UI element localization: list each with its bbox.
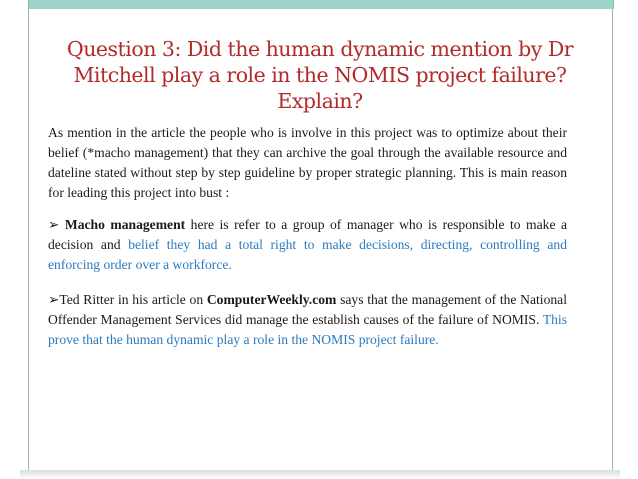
bullet-text: here is refer to a group of manager who is responsible to make a decision and [48, 217, 568, 252]
bullet-highlight: belief they had a total right to make decisions, directing, controlling and enforcing order over a workforce. [48, 237, 567, 272]
bullet-text-before: Ted Ritter in his article on [59, 292, 207, 307]
frame-right-border [612, 9, 613, 473]
bullet-highlight: This prove that the human dynamic play a role in the NOMIS project failure. [48, 312, 567, 347]
bullet-bold-term: Macho management [64, 217, 186, 232]
slide-body [48, 123, 567, 365]
frame-left-border [28, 9, 29, 473]
frame-bottom-shadow [20, 470, 620, 479]
bullet-bold-source: ComputerWeekly.com [206, 292, 337, 307]
arrow-bullet-icon: ➢ [48, 292, 60, 307]
bullet-ted-ritter [48, 290, 567, 350]
bullet-text-after: says that the management of the National Offender Management Services did manage the establish causes of the failure of NOMIS. [48, 292, 567, 327]
bullet-macho-management [48, 215, 567, 275]
slide-title: Question 3: Did the human dynamic mention by Dr Mitchell play a role in the NOMIS project failure? Explain? [66, 37, 574, 113]
intro-paragraph: As mention in the article the people who is involve in this project was to optimize about their belief (*macho management) that they can archive the goal through the available resource and dateline stated without step by step guideline by proper strategic planning. This is main reason for leading this project into bust : [48, 125, 567, 200]
frame-top-bar [28, 0, 614, 9]
arrow-bullet-icon: ➢ [48, 217, 60, 232]
